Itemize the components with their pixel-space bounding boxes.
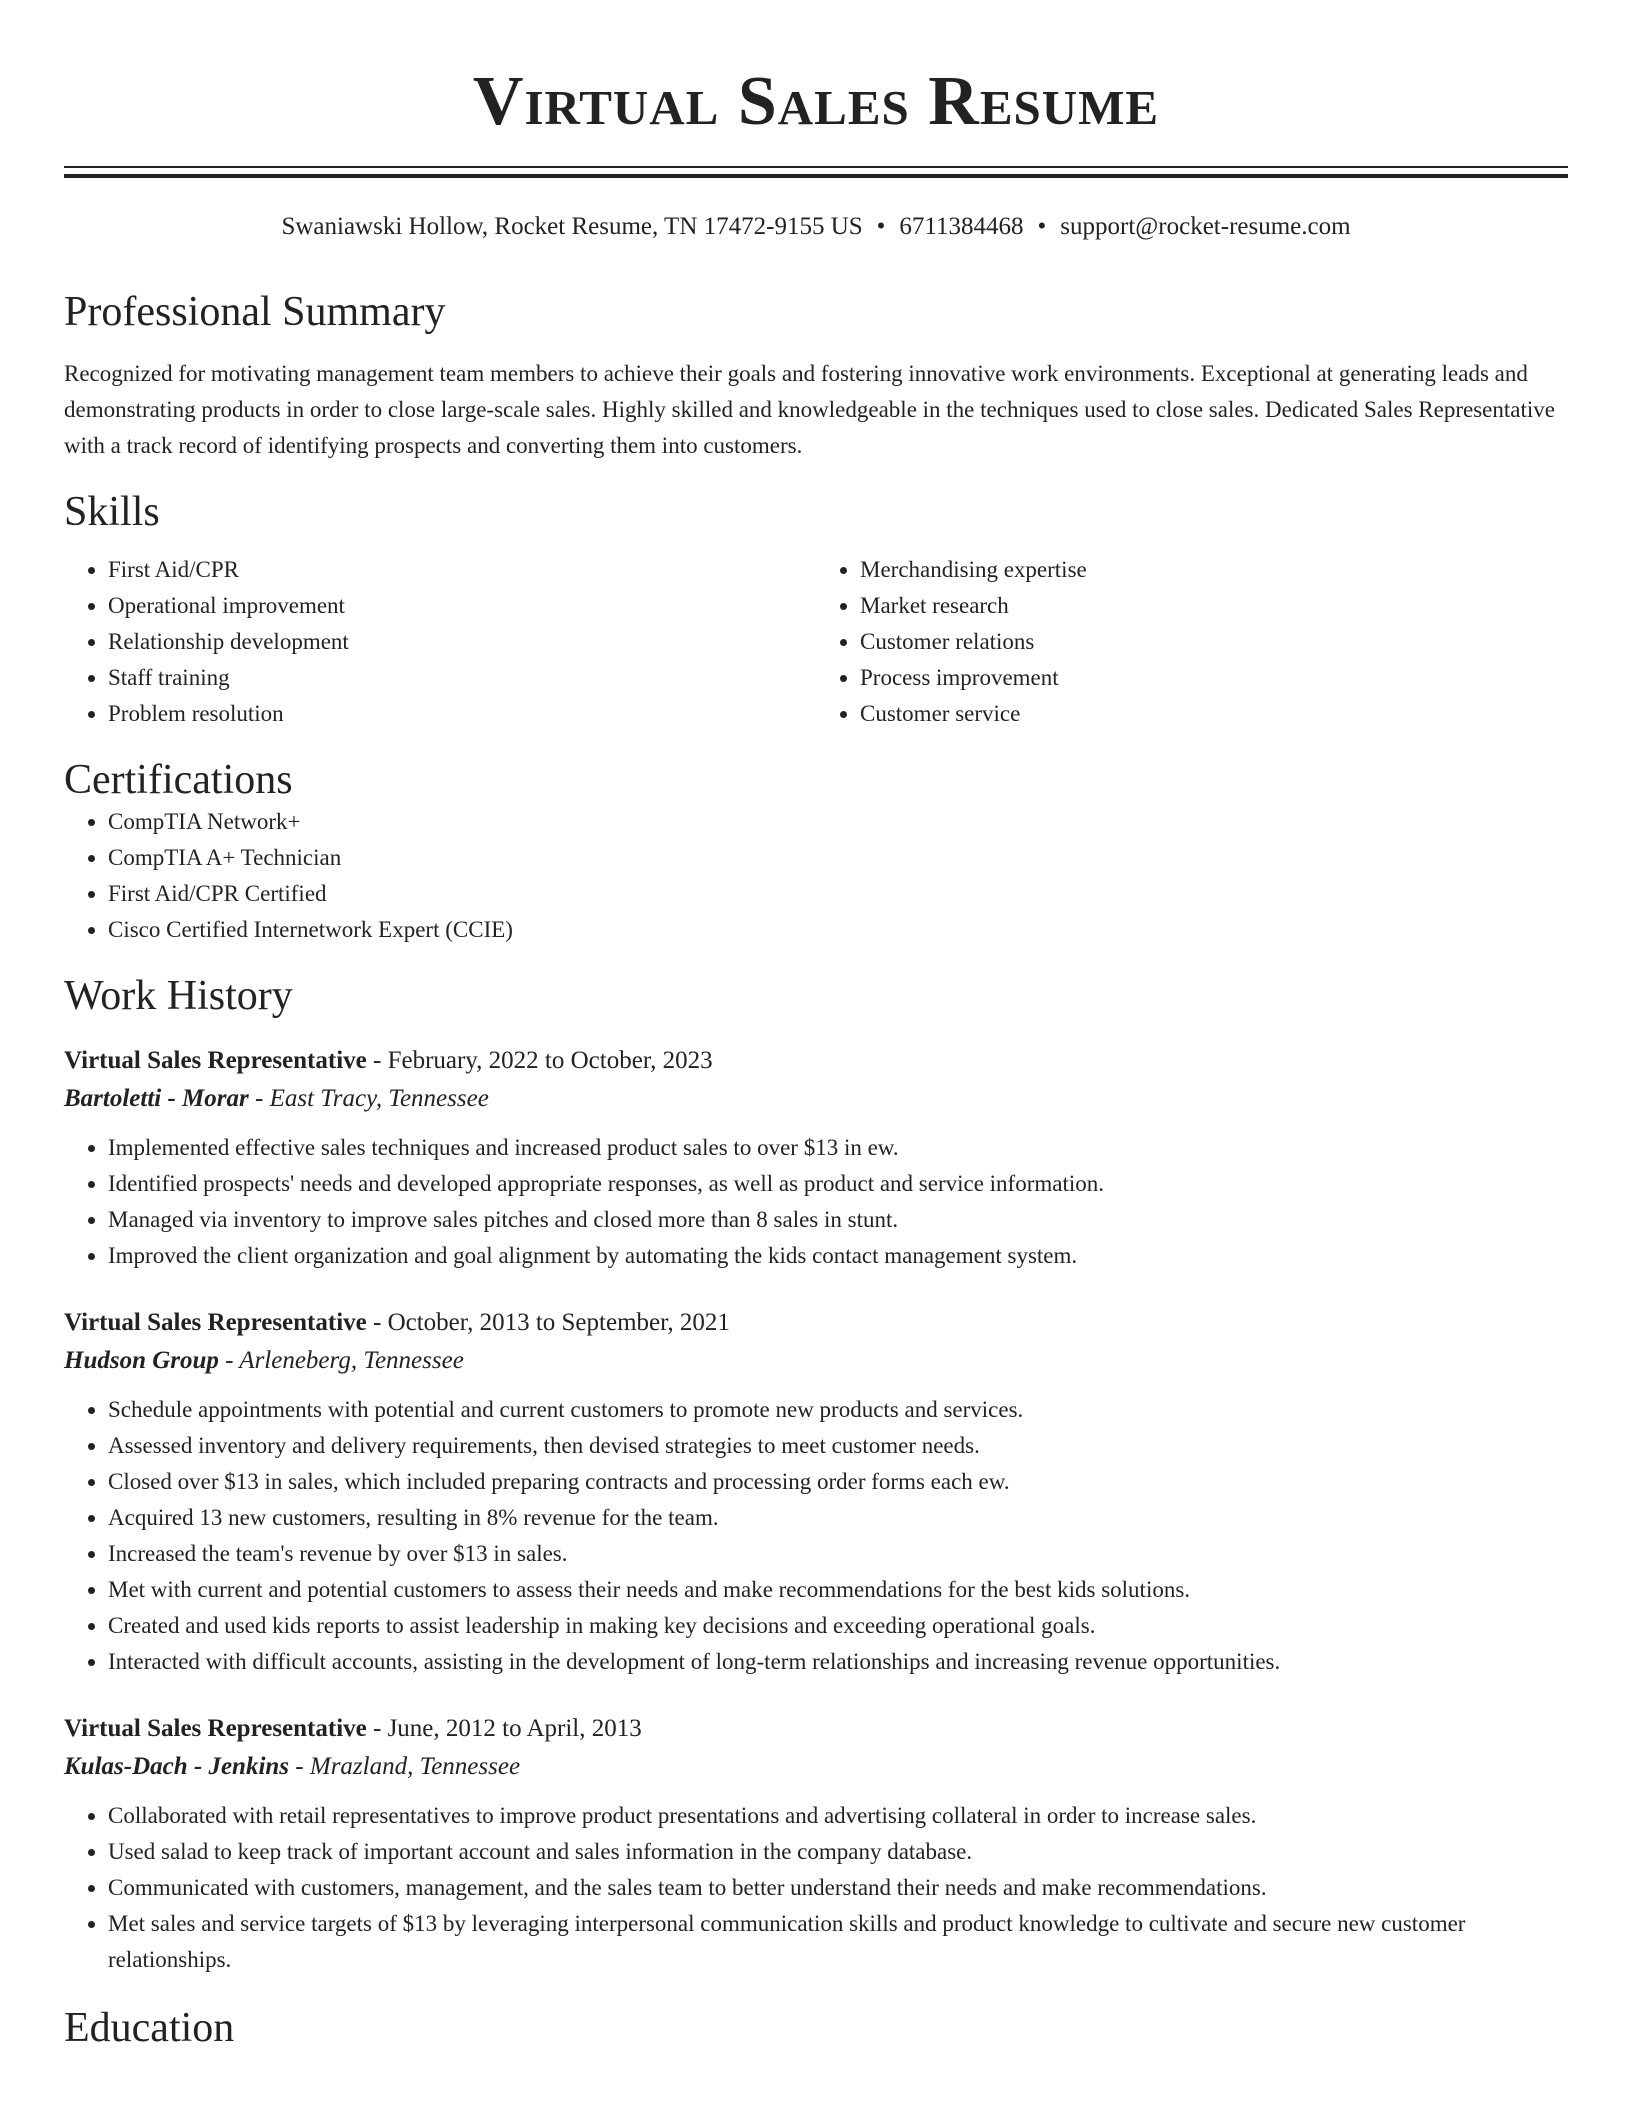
skill-item: • Customer relations — [860, 624, 1568, 660]
job-bullet: • Interacted with difficult accounts, assisting in the development of long-term relationships and increasing revenue opportunities. — [108, 1644, 1568, 1680]
job-bullet: • Closed over $13 in sales, which included preparing contracts and processing order forms each ew. — [108, 1464, 1568, 1500]
job-bullets — [64, 1130, 1568, 1274]
skills-list-left — [64, 552, 816, 732]
job-role: Virtual Sales Representative — [64, 1047, 367, 1074]
job-entry — [64, 1710, 1568, 1978]
job-location: Mrazland, Tennessee — [309, 1753, 521, 1780]
job-role: Virtual Sales Representative — [64, 1715, 367, 1742]
skill-item: • Problem resolution — [108, 696, 816, 732]
job-bullets — [64, 1798, 1568, 1978]
certifications-heading: Certifications — [64, 757, 293, 803]
certification-item: • CompTIA A+ Technician — [108, 840, 1568, 876]
job-bullet: • Identified prospects' needs and developed appropriate responses, as well as product and service information. — [108, 1166, 1568, 1202]
skill-item: • Customer service — [860, 696, 1568, 732]
certification-item: • Cisco Certified Internetwork Expert (CCIE) — [108, 912, 1568, 948]
job-dash: - — [366, 1047, 388, 1074]
job-title-line — [64, 1042, 1568, 1080]
job-bullet: • Used salad to keep track of important account and sales information in the company database. — [108, 1834, 1568, 1870]
job-entry — [64, 1304, 1568, 1680]
job-bullet: • Schedule appointments with potential and current customers to promote new products and services. — [108, 1392, 1568, 1428]
job-location: East Tracy, Tennessee — [269, 1085, 489, 1112]
summary-text: Recognized for motivating management team members to achieve their goals and fostering innovative work environments. Exceptional at generating leads and demonstrating products in order to close large-scale sales. Highly skilled and knowledgeable in the techniques used to close sales. Dedicated Sales Representative with a track record of identifying prospects and converting them into customers. — [64, 361, 1555, 458]
title-divider-thin — [64, 166, 1568, 168]
job-company: Bartoletti - Morar — [64, 1085, 249, 1112]
job-dates: June, 2012 to April, 2013 — [387, 1715, 642, 1742]
skill-item: • Process improvement — [860, 660, 1568, 696]
job-dash: - — [248, 1085, 270, 1112]
education-heading: Education — [64, 2005, 235, 2051]
job-title-line — [64, 1710, 1568, 1748]
job-bullet: • Assessed inventory and delivery requirements, then devised strategies to meet customer needs. — [108, 1428, 1568, 1464]
contact-separator: • — [876, 213, 886, 240]
skill-item: • Staff training — [108, 660, 816, 696]
skill-item: • Market research — [860, 588, 1568, 624]
skill-item: • Merchandising expertise — [860, 552, 1568, 588]
contact-email: support@rocket-resume.com — [1060, 213, 1351, 240]
contact-separator: • — [1037, 213, 1047, 240]
job-dates: February, 2022 to October, 2023 — [387, 1047, 713, 1074]
title-divider-thick — [64, 174, 1568, 178]
skills-columns — [64, 552, 1568, 732]
contact-line — [64, 212, 1568, 242]
job-bullet: • Managed via inventory to improve sales pitches and closed more than 8 sales in stunt. — [108, 1202, 1568, 1238]
job-bullet: • Increased the team's revenue by over $13 in sales. — [108, 1536, 1568, 1572]
job-dash: - — [366, 1715, 388, 1742]
job-bullet: • Met with current and potential customers to assess their needs and make recommendations for the best kids solutions. — [108, 1572, 1568, 1608]
job-bullet: • Improved the client organization and goal alignment by automating the kids contact management system. — [108, 1238, 1568, 1274]
job-company-line — [64, 1748, 1568, 1786]
skill-item: • First Aid/CPR — [108, 552, 816, 588]
contact-phone: 6711384468 — [899, 213, 1024, 240]
job-bullet: • Communicated with customers, management, and the sales team to better understand their needs and make recommendations. — [108, 1870, 1568, 1906]
skill-item: • Relationship development — [108, 624, 816, 660]
contact-address: Swaniawski Hollow, Rocket Resume, TN 17472-9155 US — [281, 213, 863, 240]
job-bullets — [64, 1392, 1568, 1680]
resume-title: Virtual Sales Resume — [472, 63, 1160, 140]
work-history-heading: Work History — [64, 973, 293, 1019]
certifications-list — [64, 804, 1568, 948]
certification-item: • First Aid/CPR Certified — [108, 876, 1568, 912]
certification-item: • CompTIA Network+ — [108, 804, 1568, 840]
job-company: Hudson Group — [64, 1347, 219, 1374]
job-location: Arleneberg, Tennessee — [239, 1347, 464, 1374]
job-bullet: • Implemented effective sales techniques and increased product sales to over $13 in ew. — [108, 1130, 1568, 1166]
job-company-line — [64, 1080, 1568, 1118]
resume-page — [64, 0, 1568, 2052]
job-dash: - — [289, 1753, 310, 1780]
job-dash: - — [366, 1309, 388, 1336]
job-bullet: • Met sales and service targets of $13 by leveraging interpersonal communication skills and product knowledge to cultivate and secure new customer relationships. — [108, 1906, 1568, 1978]
job-bullet: • Acquired 13 new customers, resulting in 8% revenue for the team. — [108, 1500, 1568, 1536]
job-title-line — [64, 1304, 1568, 1342]
skills-heading: Skills — [64, 489, 160, 535]
job-bullet: • Collaborated with retail representatives to improve product presentations and advertising collateral in order to increase sales. — [108, 1798, 1568, 1834]
summary-heading: Professional Summary — [64, 289, 446, 335]
job-dash: - — [218, 1347, 240, 1374]
job-company: Kulas-Dach - Jenkins — [64, 1753, 290, 1780]
job-company-line — [64, 1342, 1568, 1380]
job-bullet: • Created and used kids reports to assist leadership in making key decisions and exceeding operational goals. — [108, 1608, 1568, 1644]
skills-list-right — [816, 552, 1568, 732]
job-dates: October, 2013 to September, 2021 — [387, 1309, 730, 1336]
skill-item: • Operational improvement — [108, 588, 816, 624]
job-role: Virtual Sales Representative — [64, 1309, 367, 1336]
job-entry — [64, 1042, 1568, 1274]
